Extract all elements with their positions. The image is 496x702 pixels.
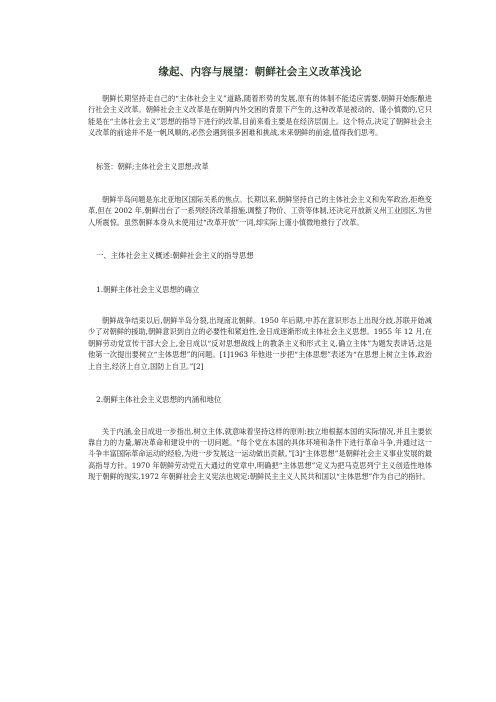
abstract-paragraph: 朝鲜长期坚持走自己的“主体社会主义”道路,随着形势的发展,原有的体制不能适应需要,朝鲜开始酝酿进行社会主义改革。朝鲜社会主义改革是在朝鲜内外交困的背景下产生的,这种改革是被动的、谨小慎微的,它只能是在“主体社会主义”思想的指导下进行的改革,目前来看主要是在经济层面上。这个特点,决定了朝鲜社会主义改革的前途并不是一帆风顺的,必然会遇到很多困难和挑战,未来朝鲜的前途,值得我们思考。 [88,94,432,138]
spacer [88,172,432,194]
spacer [88,262,432,284]
subsection-2-paragraph: 关于内涵,金日成进一步指出,树立主体,就意味着坚持这样的原则:独立地根据本国的实际情况,并且主要依靠自力的力量,解决革命和建设中的一切问题。“每个党在本国的具体环境和条件下进行革命斗争,并通过这一斗争丰富国际革命运动的经验,为进一步发展这一运动做出贡献。”[3]“主体思想”是朝鲜社会主义事业发展的最高指导方针。1970 年朝鲜劳动党五大通过的党章中,明确把“主体思想”定义为把马克思列宁主义创造性地体现于朝鲜的现实,1972 年朝鲜社会主义宪法也规定:朝鲜民主主义人民共和国以“主体思想”作为自己的指针。 [88,426,432,482]
document-title: 缘起、内容与展望：朝鲜社会主义改革浅论 [158,66,362,78]
spacer [88,406,432,426]
subsection-1-paragraph: 朝鲜战争结束以后,朝鲜半岛分裂,出现南北朝鲜。1950 年后期,中苏在意识形态上出现分歧,苏联开始减少了对朝鲜的援助,朝鲜意识到自立的必要性和紧迫性,金日成逐渐形成主体社会主义思想。1955 年 12 月,在朝鲜劳动党宣传干部大会上,金日成以“反对思想战线上的教条主义和形式主义,确立主体”为题发表讲话,这是他第一次提出要树立“主体思想”的问题。[1]1963 年他进一步把“主体思想”表述为“在思想上树立主体,政治上自主,经济上自立,国防上自卫。”[2] [88,316,432,371]
spacer [88,228,432,250]
spacer [88,372,432,394]
spacer [88,295,432,315]
intro-paragraph: 朝鲜半岛问题是东北亚地区国际关系的焦点。长期以来,朝鲜坚持自己的主体社会主义和先军政治,拒绝变革,但在 2002 年,朝鲜出台了一系列经济改革措施,调整了物价、工资等体制,还决定开放新义州工业园区,为世人所震惊。虽然朝鲜本身从未使用过“改革开放”一词,却实际上谨小慎微地推行了改革。 [88,195,432,227]
spacer [88,139,432,161]
subsection-1-heading: 1.朝鲜主体社会主义思想的确立 [96,284,200,294]
subsection-2-heading: 2.朝鲜主体社会主义思想的内涵和地位 [96,395,222,405]
keywords-line: 标签：朝鲜;主体社会主义思想;改革 [96,161,209,171]
section-1-heading: 一、主体社会主义概述:朝鲜社会主义的指导思想 [96,251,254,261]
document-page [88,64,432,483]
